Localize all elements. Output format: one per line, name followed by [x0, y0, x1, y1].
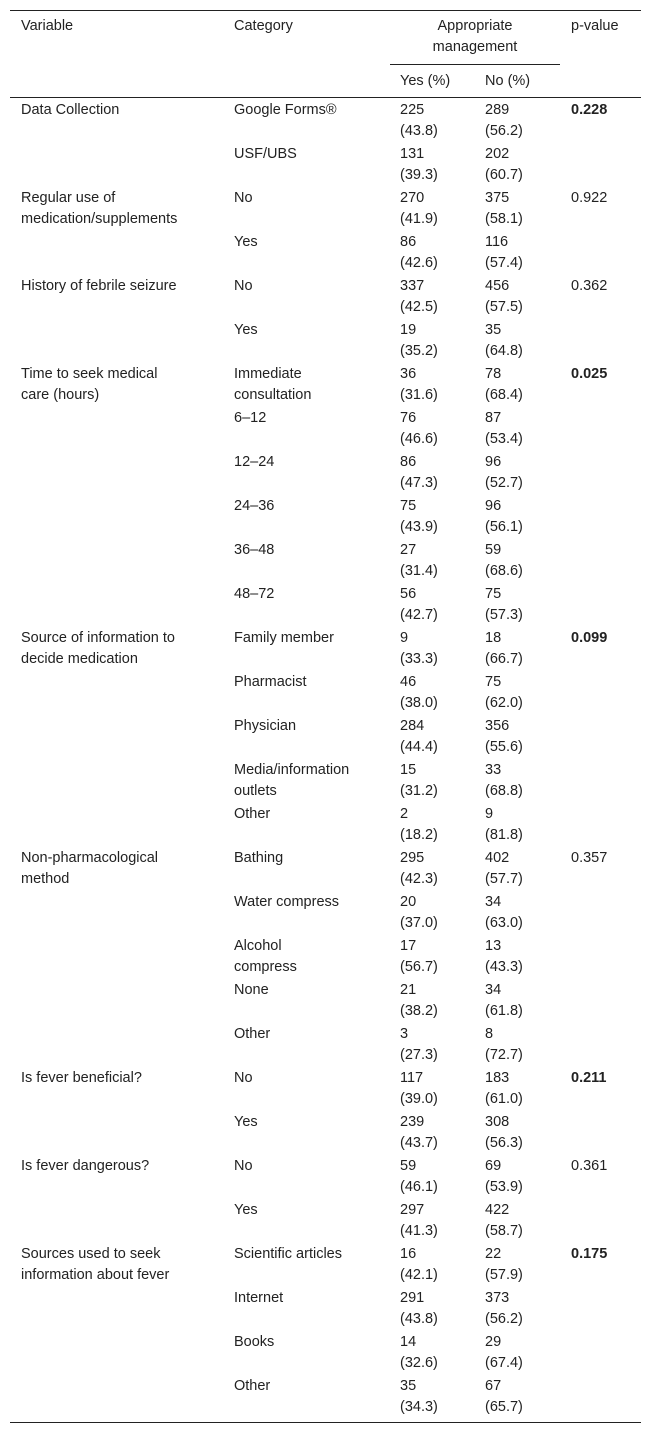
no-value: 22	[485, 1246, 502, 1262]
no-value: (56.3)	[485, 1135, 523, 1151]
category-label: Internet	[234, 1290, 284, 1306]
yes-value: (34.3)	[400, 1399, 438, 1415]
yes-value: (43.9)	[400, 519, 438, 535]
header-group-rule	[390, 64, 560, 65]
yes-value: 86	[400, 234, 417, 250]
yes-value: (42.5)	[400, 299, 438, 315]
no-value: (52.7)	[485, 475, 523, 491]
category-label: Google Forms®	[234, 102, 337, 118]
category-label: Water compress	[234, 894, 340, 910]
header-bottom-rule	[10, 97, 641, 98]
variable-name: medication/supplements	[21, 211, 178, 227]
variable-name: Is fever dangerous?	[21, 1158, 150, 1174]
yes-value: 35	[400, 1378, 417, 1394]
category-label: Other	[234, 1026, 271, 1042]
p-value: 0.099	[571, 630, 608, 646]
category-label: Family member	[234, 630, 334, 646]
no-value: 75	[485, 586, 502, 602]
no-value: (60.7)	[485, 167, 523, 183]
category-label: No	[234, 1158, 253, 1174]
yes-value: 225	[400, 102, 425, 118]
category-label: No	[234, 190, 253, 206]
yes-value: 20	[400, 894, 417, 910]
yes-value: (18.2)	[400, 827, 438, 843]
yes-value: 9	[400, 630, 409, 646]
header-category: Category	[234, 18, 293, 34]
yes-value: 17	[400, 938, 417, 954]
no-value: (64.8)	[485, 343, 523, 359]
category-label: Alcohol	[234, 938, 282, 954]
no-value: 29	[485, 1334, 502, 1350]
yes-value: 295	[400, 850, 425, 866]
no-value: (56.2)	[485, 1311, 523, 1327]
no-value: (68.8)	[485, 783, 523, 799]
yes-value: 284	[400, 718, 425, 734]
no-value: 67	[485, 1378, 502, 1394]
yes-value: 75	[400, 498, 417, 514]
yes-value: 16	[400, 1246, 417, 1262]
variable-name: Regular use of	[21, 190, 116, 206]
category-label: Pharmacist	[234, 674, 307, 690]
no-value: 402	[485, 850, 510, 866]
no-value: 13	[485, 938, 502, 954]
variable-name: Source of information to	[21, 630, 175, 646]
category-label: Media/information	[234, 762, 350, 778]
category-label: Scientific articles	[234, 1246, 342, 1262]
yes-value: 270	[400, 190, 425, 206]
no-value: (63.0)	[485, 915, 523, 931]
no-value: 116	[485, 234, 509, 250]
yes-value: (33.3)	[400, 651, 438, 667]
variable-name: Data Collection	[21, 102, 120, 118]
no-value: (61.0)	[485, 1091, 523, 1107]
category-label: Yes	[234, 1202, 258, 1218]
variable-name: History of febrile seizure	[21, 278, 177, 294]
category-label: 36–48	[234, 542, 275, 558]
yes-value: (43.7)	[400, 1135, 438, 1151]
yes-value: 15	[400, 762, 417, 778]
no-value: 456	[485, 278, 510, 294]
header-appropriate-management: management	[432, 39, 518, 55]
yes-value: 76	[400, 410, 417, 426]
p-value: 0.362	[571, 278, 608, 294]
category-label: Other	[234, 1378, 271, 1394]
variable-name: Is fever beneficial?	[21, 1070, 142, 1086]
category-label: Yes	[234, 234, 258, 250]
category-label: None	[234, 982, 269, 998]
yes-value: (41.9)	[400, 211, 438, 227]
header-yes: Yes (%)	[400, 73, 451, 89]
table-bottom-rule	[10, 1422, 641, 1423]
variable-name: Non-pharmacological	[21, 850, 159, 866]
no-value: 422	[485, 1202, 510, 1218]
no-value: 96	[485, 454, 502, 470]
category-label: No	[234, 1070, 253, 1086]
no-value: (65.7)	[485, 1399, 523, 1415]
no-value: (58.7)	[485, 1223, 523, 1239]
yes-value: (46.1)	[400, 1179, 438, 1195]
no-value: (43.3)	[485, 959, 523, 975]
no-value: 8	[485, 1026, 494, 1042]
no-value: (68.4)	[485, 387, 523, 403]
yes-value: 297	[400, 1202, 425, 1218]
yes-value: 27	[400, 542, 417, 558]
variable-name: Time to seek medical	[21, 366, 158, 382]
no-value: (58.1)	[485, 211, 523, 227]
yes-value: 86	[400, 454, 417, 470]
yes-value: (31.6)	[400, 387, 438, 403]
no-value: 34	[485, 894, 502, 910]
p-value: 0.175	[571, 1246, 608, 1262]
p-value: 0.025	[571, 366, 608, 382]
p-value: 0.922	[571, 190, 608, 206]
table-top-rule	[10, 10, 641, 11]
no-value: 289	[485, 102, 510, 118]
no-value: (68.6)	[485, 563, 523, 579]
no-value: 9	[485, 806, 494, 822]
no-value: (53.9)	[485, 1179, 523, 1195]
category-label: Physician	[234, 718, 297, 734]
p-value: 0.228	[571, 102, 608, 118]
yes-value: 21	[400, 982, 417, 998]
no-value: 375	[485, 190, 510, 206]
yes-value: 19	[400, 322, 417, 338]
yes-value: 291	[400, 1290, 425, 1306]
no-value: 69	[485, 1158, 502, 1174]
no-value: 96	[485, 498, 502, 514]
no-value: (57.9)	[485, 1267, 523, 1283]
yes-value: (31.2)	[400, 783, 438, 799]
yes-value: (43.8)	[400, 1311, 438, 1327]
header-no: No (%)	[485, 73, 531, 89]
category-label: 12–24	[234, 454, 275, 470]
category-label: Yes	[234, 322, 258, 338]
yes-value: (42.6)	[400, 255, 438, 271]
no-value: (81.8)	[485, 827, 523, 843]
category-label: No	[234, 278, 253, 294]
category-label: compress	[234, 959, 297, 975]
category-label: Immediate	[234, 366, 302, 382]
yes-value: (46.6)	[400, 431, 438, 447]
no-value: 78	[485, 366, 502, 382]
yes-value: (39.3)	[400, 167, 438, 183]
yes-value: 131	[400, 146, 425, 162]
no-value: (57.5)	[485, 299, 523, 315]
yes-value: (38.0)	[400, 695, 438, 711]
yes-value: 14	[400, 1334, 417, 1350]
category-label: Bathing	[234, 850, 284, 866]
no-value: (72.7)	[485, 1047, 523, 1063]
yes-value: (42.3)	[400, 871, 438, 887]
no-value: (56.1)	[485, 519, 523, 535]
no-value: (55.6)	[485, 739, 523, 755]
no-value: 356	[485, 718, 510, 734]
no-value: (67.4)	[485, 1355, 523, 1371]
yes-value: (27.3)	[400, 1047, 438, 1063]
no-value: 18	[485, 630, 502, 646]
yes-value: 337	[400, 278, 425, 294]
no-value: 308	[485, 1114, 510, 1130]
yes-value: (42.1)	[400, 1267, 438, 1283]
category-label: USF/UBS	[234, 146, 297, 162]
yes-value: (56.7)	[400, 959, 438, 975]
yes-value: (32.6)	[400, 1355, 438, 1371]
no-value: (57.7)	[485, 871, 523, 887]
no-value: (57.4)	[485, 255, 523, 271]
category-label: Yes	[234, 1114, 258, 1130]
yes-value: (41.3)	[400, 1223, 438, 1239]
yes-value: (47.3)	[400, 475, 438, 491]
no-value: 59	[485, 542, 502, 558]
no-value: 34	[485, 982, 502, 998]
p-value: 0.211	[571, 1070, 607, 1086]
yes-value: (39.0)	[400, 1091, 438, 1107]
yes-value: 59	[400, 1158, 417, 1174]
p-value: 0.361	[571, 1158, 608, 1174]
yes-value: (31.4)	[400, 563, 438, 579]
yes-value: (43.8)	[400, 123, 438, 139]
yes-value: 3	[400, 1026, 409, 1042]
header-variable: Variable	[21, 18, 74, 34]
p-value: 0.357	[571, 850, 608, 866]
no-value: (57.3)	[485, 607, 523, 623]
no-value: 87	[485, 410, 502, 426]
no-value: (53.4)	[485, 431, 523, 447]
no-value: 202	[485, 146, 510, 162]
category-label: Other	[234, 806, 271, 822]
variable-name: method	[21, 871, 70, 887]
category-label: 24–36	[234, 498, 275, 514]
yes-value: (35.2)	[400, 343, 438, 359]
yes-value: (44.4)	[400, 739, 438, 755]
variable-name: decide medication	[21, 651, 138, 667]
yes-value: 36	[400, 366, 417, 382]
yes-value: 117	[400, 1070, 424, 1086]
no-value: (61.8)	[485, 1003, 523, 1019]
variable-name: information about fever	[21, 1267, 170, 1283]
no-value: (62.0)	[485, 695, 523, 711]
no-value: 75	[485, 674, 502, 690]
no-value: 33	[485, 762, 502, 778]
category-label: Books	[234, 1334, 275, 1350]
no-value: (56.2)	[485, 123, 523, 139]
yes-value: (42.7)	[400, 607, 438, 623]
no-value: 183	[485, 1070, 510, 1086]
yes-value: (38.2)	[400, 1003, 438, 1019]
yes-value: 46	[400, 674, 417, 690]
yes-value: 56	[400, 586, 417, 602]
yes-value: 2	[400, 806, 409, 822]
category-label: consultation	[234, 387, 312, 403]
variable-name: care (hours)	[21, 387, 100, 403]
variable-name: Sources used to seek	[21, 1246, 161, 1262]
header-p-value: p-value	[571, 18, 619, 34]
no-value: 35	[485, 322, 502, 338]
no-value: 373	[485, 1290, 510, 1306]
category-label: outlets	[234, 783, 277, 799]
no-value: (66.7)	[485, 651, 523, 667]
category-label: 6–12	[234, 410, 267, 426]
header-appropriate-management: Appropriate	[437, 18, 513, 34]
yes-value: 239	[400, 1114, 425, 1130]
category-label: 48–72	[234, 586, 275, 602]
yes-value: (37.0)	[400, 915, 438, 931]
